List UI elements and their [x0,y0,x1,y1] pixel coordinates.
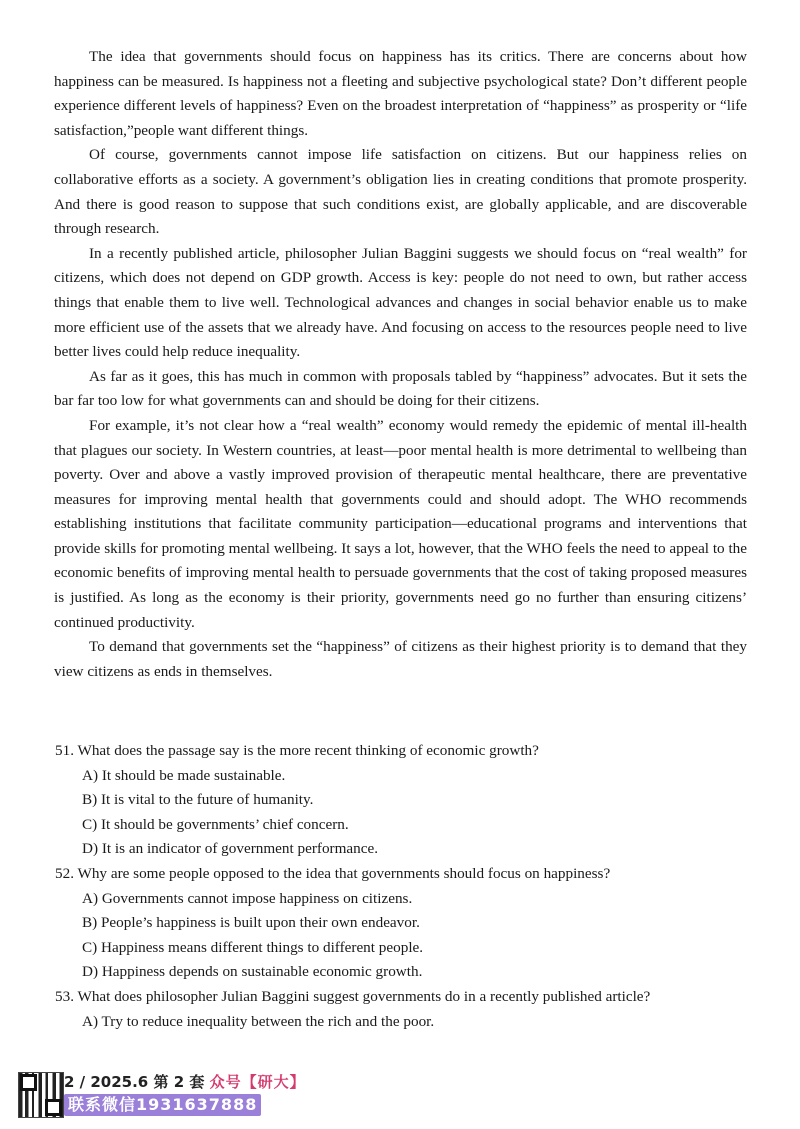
passage-paragraph-2: Of course, governments cannot impose life satisfaction on citizens. But our happiness relies on collaborative efforts as a society. A government’s obligation lies in creating conditions that promote prosperity. And there is good reason to suppose that such conditions exist, are globally applicable, and are discoverable through research. [54,146,747,238]
passage-paragraph-3: In a recently published article, philosopher Julian Baggini suggests we should focus on “real wealth” for citizens, which does not depend on GDP growth. Access is key: people do not need to own, but rather access things that enable them to live well. Technological advances and changes in social behavior enable us to make more efficient use of the assets that we already have. And focusing on access to the resources people need to live better lives could help reduce inequality. [54,244,747,361]
passage-paragraph-5: For example, it’s not clear how a “real wealth” economy would remedy the epidemic of mental ill-health that plagues our society. In Western countries, at least—poor mental health is more detrimental to wellbeing than poverty. Over and above a vastly improved provision of therapeutic mental healthcare, there are preventative measures for improving mental health that governments could and should adopt. The WHO recommends establishing institutions that facilitate community participation—educational programs and interventions that provide skills for promoting mental wellbeing. It says a lot, however, that the WHO feels the need to appeal to the economic benefits of improving mental health to persuade governments that the cost of taking proposed measures is justified. As long as the economy is their priority, governments need go no further than ensuring citizens’ continued productivity. [54,416,747,631]
passage-paragraph-1: The idea that governments should focus on happiness has its critics. There are concerns about how happiness can be measured. Is happiness not a fleeting and subjective psychological state? Don’t different people experience different levels of happiness? Even on the broadest interpretation of “happiness” as prosperity or “life satisfaction,”people want different things. [54,48,747,139]
option-a: A) Governments cannot impose happiness on citizens. [82,889,413,907]
option-c: C) It should be governments’ chief concern. [82,815,349,833]
passage-paragraph-4: As far as it goes, this has much in common with proposals tabled by “happiness” advocates. But it sets the bar far too low for what governments can and should be doing for their citizens. [54,367,747,410]
option-a: A) Try to reduce inequality between the rich and the poor. [82,1012,435,1030]
option-d: D) Happiness depends on sustainable economic growth. [82,963,423,981]
option-c: C) Happiness means different things to different people. [82,938,424,956]
watermark-contact: 联系微信1931637888 [64,1094,261,1116]
option-list [55,887,755,985]
question-stem: 52. Why are some people opposed to the idea that governments should focus on happiness? [55,864,611,882]
option-b: B) People’s happiness is built upon their own endeavor. [82,914,420,932]
option-d: D) It is an indicator of government performance. [82,840,379,858]
question-list [55,739,755,1034]
question-stem: 53. What does philosopher Julian Baggini suggest governments do in a recently published article? [55,987,651,1005]
qr-code-icon [18,1072,64,1118]
question-51 [55,739,755,862]
reading-passage [54,45,747,684]
footer-label-row [64,1072,306,1092]
question-stem: 51. What does the passage say is the more recent thinking of economic growth? [55,742,539,759]
option-b: B) It is vital to the future of humanity. [82,791,314,809]
question-52 [55,862,755,985]
passage-paragraph-6: To demand that governments set the “happiness” of citizens as their highest priority is to demand that they view citizens as ends in themselves. [54,638,747,680]
page-footer [18,1072,338,1122]
option-a: A) It should be made sustainable. [82,766,286,784]
watermark-text: 众号【研大】 [209,1073,306,1091]
option-list [55,1010,755,1035]
page-label: 2 / 2025.6 第 2 套 [64,1073,205,1091]
option-list [55,764,755,862]
question-53 [55,985,755,1034]
